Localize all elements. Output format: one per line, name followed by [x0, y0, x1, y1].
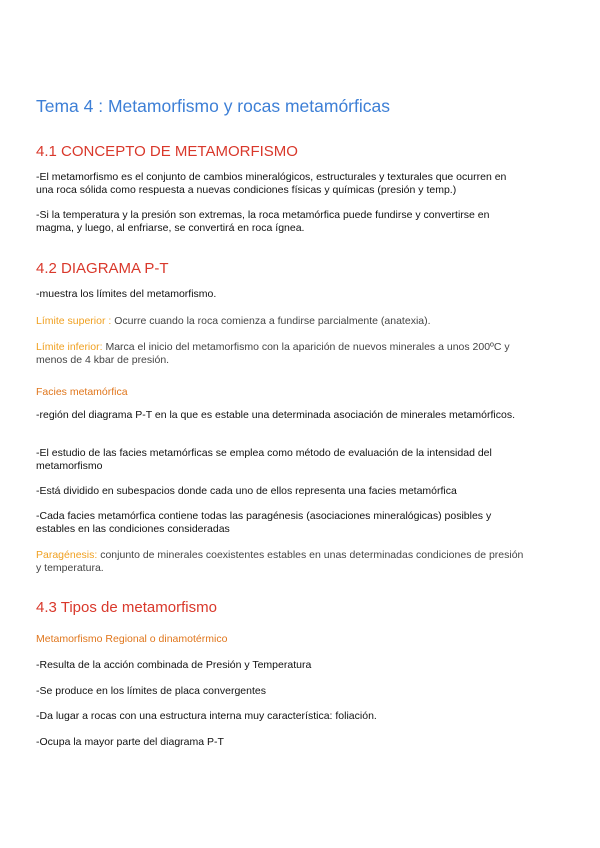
section-heading-tipos: 4.3 Tipos de metamorfismo: [36, 599, 217, 616]
paragenesis-text: conjunto de minerales coexistentes estables en unas determinadas condiciones de presión y temperatura.: [36, 549, 524, 574]
regional-item-3: -Da lugar a rocas con una estructura interna muy característica: foliación.: [36, 710, 377, 722]
section-heading-diagrama: 4.2 DIAGRAMA P-T: [36, 260, 169, 277]
section-heading-concepto: 4.1 CONCEPTO DE METAMORFISMO: [36, 143, 298, 160]
facies-item-1: -región del diagrama P-T en la que es estable una determinada asociación de minerales metamórficos.: [36, 409, 515, 421]
paragraph-definicion: -El metamorfismo es el conjunto de cambios mineralógicos, estructurales y texturales que ocurren en una roca sólida como respuesta a nuevas condiciones físicas y químicas (presión y temp.): [36, 171, 507, 196]
facies-item-2: -El estudio de las facies metamórficas se emplea como método de evaluación de la intensidad del metamorfismo: [36, 447, 492, 472]
paragraph-fusion: -Si la temperatura y la presión son extremas, la roca metamórfica puede fundirse y convertirse en magma, y luego, al enfriarse, se convertirá en roca ígnea.: [36, 209, 490, 234]
facies-item-4: -Cada facies metamórfica contiene todas las paragénesis (asociaciones mineralógicas) posibles y estables en las condiciones consideradas: [36, 510, 492, 535]
paragraph-limites: -muestra los límites del metamorfismo.: [36, 288, 217, 300]
paragenesis: [36, 549, 526, 575]
paragenesis-label: Paragénesis:: [36, 549, 98, 561]
limite-inferior-text: Marca el inicio del metamorfismo con la aparición de nuevos minerales a unos 200ºC y menos de 4 kbar de presión.: [36, 341, 510, 366]
regional-item-2: -Se produce en los límites de placa convergentes: [36, 685, 266, 697]
regional-item-4: -Ocupa la mayor parte del diagrama P-T: [36, 736, 224, 748]
limite-superior: [36, 315, 526, 328]
subheading-regional: Metamorfismo Regional o dinamotérmico: [36, 633, 228, 645]
facies-item-3: -Está dividido en subespacios donde cada uno de ellos representa una facies metamórfica: [36, 485, 457, 497]
limite-superior-text: Ocurre cuando la roca comienza a fundirse parcialmente (anatexia).: [111, 315, 431, 327]
limite-superior-label: Límite superior :: [36, 315, 112, 327]
regional-item-1: -Resulta de la acción combinada de Presión y Temperatura: [36, 659, 312, 671]
limite-inferior: [36, 341, 526, 367]
subheading-facies: Facies metamórfica: [36, 386, 128, 398]
limite-inferior-label: Límite inferior:: [36, 341, 103, 353]
page-title: Tema 4 : Metamorfismo y rocas metamórficas: [36, 96, 390, 116]
